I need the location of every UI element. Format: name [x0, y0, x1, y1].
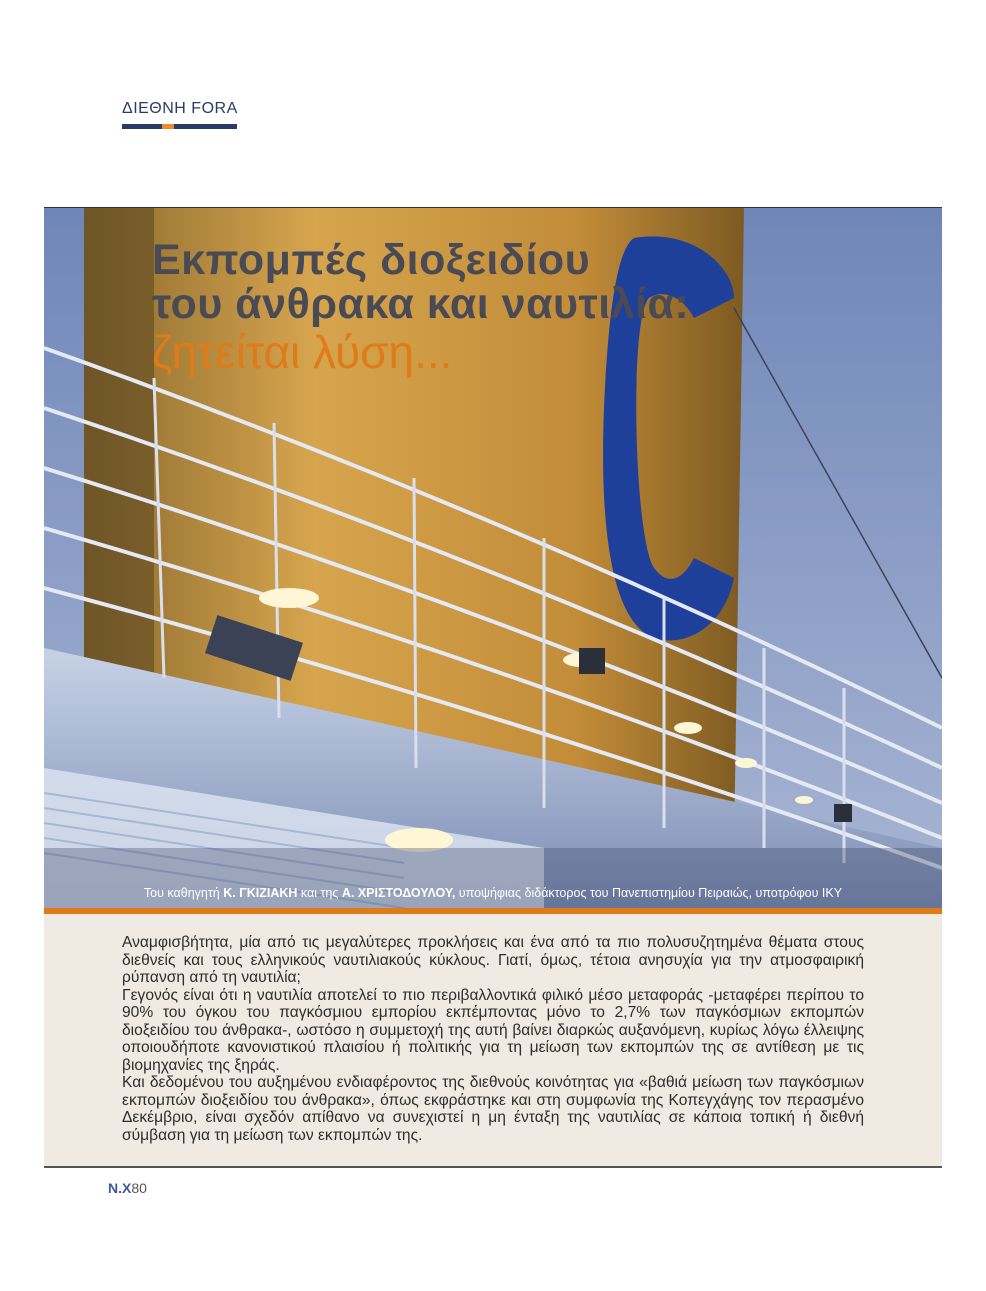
paragraph-3: Και δεδομένου του αυξημένου ενδιαφέροντος της διεθνούς κοινότητας για «βαθιά μείωση των παγκόσμιων εκπομπών διοξειδίου του άνθρακα», όπως εκφράστηκε και στη συμφωνία της Κοπεγχάγης τον περασμένο Δεκέμβριο, είναι σχεδόν απίθανο να συνεχιστεί η μη ένταξη της ναυτιλίας σε κάποια τοπική ή διεθνή σύμβαση για τη μείωση των εκπομπών της. — [122, 1074, 864, 1144]
section-underline — [122, 124, 237, 129]
hero-photo — [44, 208, 942, 908]
paragraph-2: Γεγονός είναι ότι η ναυτιλία αποτελεί το πιο περιβαλλοντικά φιλικό μέσο μεταφοράς -μεταφέρει περίπου το 90% του όγκου του παγκόσμιου εμπορίου εκπέμποντας μόνο το 2,7% των παγκόσμιων εκπομπών διοξειδίου του άνθρακα-, ωστόσο η συμμετοχή της αυτή βαίνει διαρκώς αυξανόμενη, κυρίως λόγω έλλειψης οποιουδήποτε κανονιστικού πλαισίου ή πολιτικής για τη μείωση των εκπομπών της σε αντίθεση με τις βιομηχανίες της ξηράς. — [122, 986, 864, 1074]
article-body — [122, 934, 864, 1144]
byline-caption — [44, 886, 942, 900]
section-label: ΔΙΕΘΝΗ FORA — [122, 100, 238, 117]
title-line-1: Εκπομπές διοξειδίου — [152, 236, 591, 284]
caption-suffix: υποψήφιας διδάκτορος του Πανεπιστημίου Πειραιώς, υποτρόφου ΙΚΥ — [455, 886, 843, 900]
article-title — [152, 238, 689, 376]
body-panel — [44, 914, 942, 1166]
caption-author-1: Κ. ΓΚΙΖΙΑΚΗ — [223, 886, 298, 900]
caption-author-2: Α. ΧΡΙΣΤΟΔΟΥΛΟΥ, — [341, 886, 456, 900]
title-line-3: ζητείται λύση... — [152, 326, 453, 378]
page-number: 80 — [131, 1180, 147, 1196]
magazine-logo: N.X — [108, 1180, 132, 1196]
page-footer — [108, 1180, 147, 1196]
title-line-2: του άνθρακα και ναυτιλία: — [152, 280, 690, 328]
caption-prefix: Του καθηγητή — [143, 886, 224, 900]
paragraph-1: Αναμφισβήτητα, μία από τις μεγαλύτερες προκλήσεις και ένα από τα πιο πολυσυζητημένα θέματα στους διεθνείς και τους ελληνικούς ναυτιλιακούς κύκλους. Γιατί, όμως, τέτοια ανησυχία για την ατμοσφαιρική ρύπανση από τη ναυτιλία; — [122, 934, 864, 986]
caption-mid: και της — [297, 886, 342, 900]
bottom-rule — [44, 1166, 942, 1168]
